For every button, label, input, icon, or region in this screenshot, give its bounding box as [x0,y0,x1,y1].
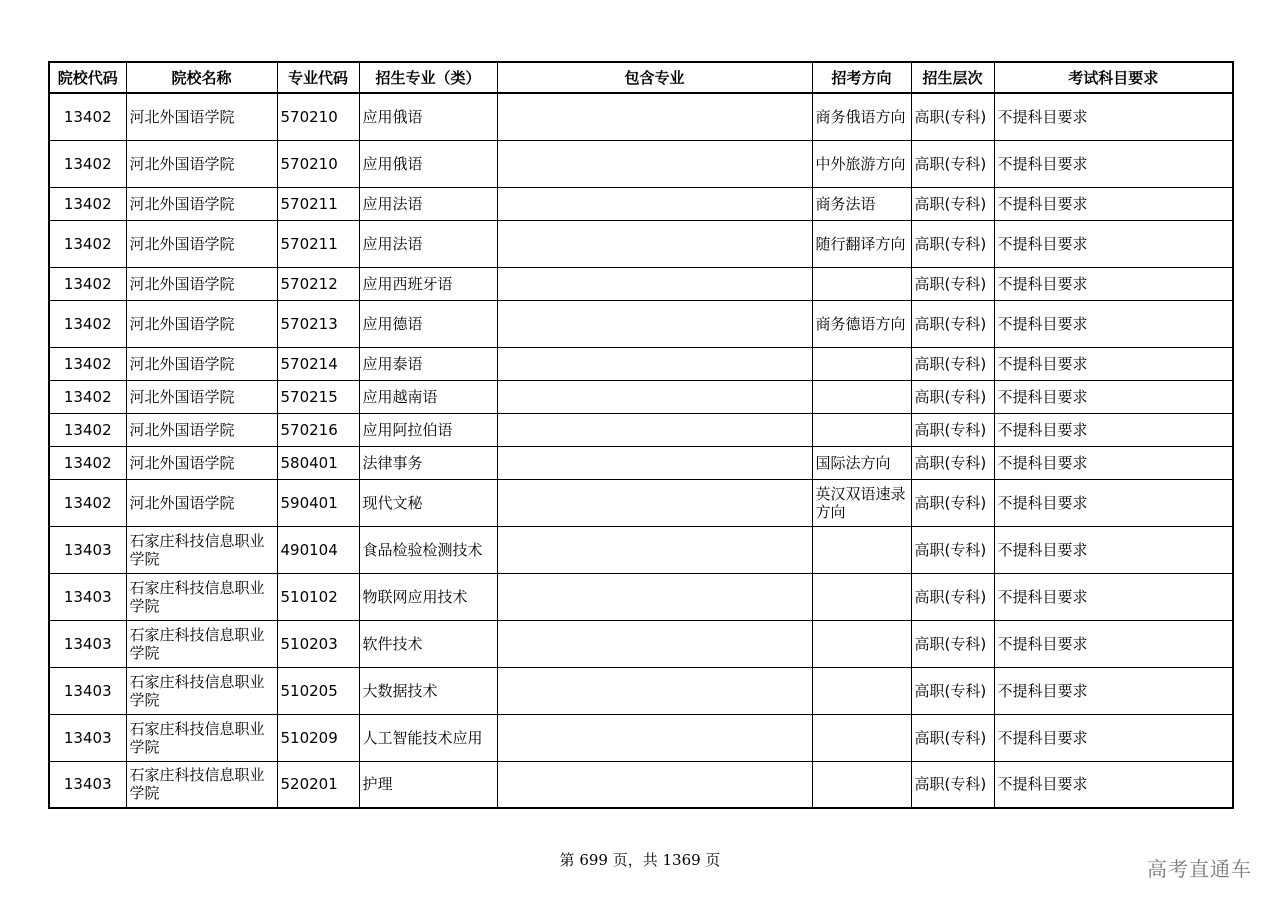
direction-cell [812,573,911,620]
included-majors-cell [497,380,812,413]
direction-cell [812,620,911,667]
school-name-cell: 石家庄科技信息职业学院 [126,667,277,714]
major-cell: 应用俄语 [359,140,497,187]
direction-cell: 商务法语 [812,187,911,220]
included-majors-cell [497,220,812,267]
school-code-cell: 13402 [49,479,126,526]
major-cell: 应用越南语 [359,380,497,413]
header-school-name: 院校名称 [126,62,277,93]
school-code-cell: 13402 [49,380,126,413]
header-included-majors: 包含专业 [497,62,812,93]
major-cell: 应用西班牙语 [359,267,497,300]
table-row [49,413,1233,446]
included-majors-cell [497,413,812,446]
included-majors-cell [497,761,812,808]
level-cell: 高职(专科) [911,300,994,347]
header-subject-requirement: 考试科目要求 [994,62,1233,93]
direction-cell [812,526,911,573]
table-row [49,620,1233,667]
major-code-cell: 570216 [277,413,359,446]
major-code-cell: 570215 [277,380,359,413]
major-cell: 现代文秘 [359,479,497,526]
school-code-cell: 13403 [49,714,126,761]
school-name-cell: 石家庄科技信息职业学院 [126,526,277,573]
school-code-cell: 13402 [49,413,126,446]
direction-cell: 随行翻译方向 [812,220,911,267]
level-cell: 高职(专科) [911,220,994,267]
table-row [49,93,1233,140]
included-majors-cell [497,667,812,714]
table-row [49,446,1233,479]
school-code-cell: 13402 [49,220,126,267]
major-cell: 应用德语 [359,300,497,347]
header-major-code: 专业代码 [277,62,359,93]
school-name-cell: 河北外国语学院 [126,93,277,140]
table-row [49,187,1233,220]
subject-requirement-cell: 不提科目要求 [994,347,1233,380]
school-name-cell: 石家庄科技信息职业学院 [126,620,277,667]
level-cell: 高职(专科) [911,714,994,761]
major-code-cell: 510205 [277,667,359,714]
header-major: 招生专业（类） [359,62,497,93]
major-cell: 应用法语 [359,220,497,267]
table-row [49,267,1233,300]
direction-cell [812,413,911,446]
school-name-cell: 石家庄科技信息职业学院 [126,573,277,620]
level-cell: 高职(专科) [911,761,994,808]
table-row [49,526,1233,573]
major-code-cell: 490104 [277,526,359,573]
major-code-cell: 570210 [277,140,359,187]
school-name-cell: 石家庄科技信息职业学院 [126,761,277,808]
school-name-cell: 河北外国语学院 [126,267,277,300]
school-name-cell: 石家庄科技信息职业学院 [126,714,277,761]
school-code-cell: 13402 [49,187,126,220]
major-cell: 应用阿拉伯语 [359,413,497,446]
major-code-cell: 510102 [277,573,359,620]
major-cell: 人工智能技术应用 [359,714,497,761]
school-code-cell: 13403 [49,620,126,667]
subject-requirement-cell: 不提科目要求 [994,620,1233,667]
direction-cell: 商务俄语方向 [812,93,911,140]
school-code-cell: 13403 [49,526,126,573]
included-majors-cell [497,479,812,526]
subject-requirement-cell: 不提科目要求 [994,380,1233,413]
level-cell: 高职(专科) [911,413,994,446]
subject-requirement-cell: 不提科目要求 [994,93,1233,140]
level-cell: 高职(专科) [911,479,994,526]
subject-requirement-cell: 不提科目要求 [994,714,1233,761]
school-code-cell: 13403 [49,573,126,620]
major-cell: 应用俄语 [359,93,497,140]
included-majors-cell [497,140,812,187]
school-code-cell: 13402 [49,140,126,187]
major-code-cell: 520201 [277,761,359,808]
school-code-cell: 13402 [49,347,126,380]
table-row [49,380,1233,413]
direction-cell: 国际法方向 [812,446,911,479]
subject-requirement-cell: 不提科目要求 [994,446,1233,479]
level-cell: 高职(专科) [911,667,994,714]
school-name-cell: 河北外国语学院 [126,479,277,526]
level-cell: 高职(专科) [911,267,994,300]
subject-requirement-cell: 不提科目要求 [994,573,1233,620]
level-cell: 高职(专科) [911,347,994,380]
direction-cell [812,347,911,380]
major-cell: 食品检验检测技术 [359,526,497,573]
included-majors-cell [497,526,812,573]
included-majors-cell [497,347,812,380]
table-row [49,761,1233,808]
level-cell: 高职(专科) [911,187,994,220]
major-cell: 物联网应用技术 [359,573,497,620]
table-row [49,347,1233,380]
major-code-cell: 510209 [277,714,359,761]
subject-requirement-cell: 不提科目要求 [994,667,1233,714]
included-majors-cell [497,187,812,220]
table-row [49,479,1233,526]
major-code-cell: 570213 [277,300,359,347]
major-code-cell: 570211 [277,220,359,267]
included-majors-cell [497,573,812,620]
school-name-cell: 河北外国语学院 [126,300,277,347]
subject-requirement-cell: 不提科目要求 [994,413,1233,446]
header-level: 招生层次 [911,62,994,93]
subject-requirement-cell: 不提科目要求 [994,300,1233,347]
major-cell: 大数据技术 [359,667,497,714]
major-cell: 护理 [359,761,497,808]
major-cell: 应用法语 [359,187,497,220]
major-code-cell: 570210 [277,93,359,140]
subject-requirement-cell: 不提科目要求 [994,220,1233,267]
major-code-cell: 570211 [277,187,359,220]
watermark-text: 高考直通车 [1147,857,1252,881]
subject-requirement-cell: 不提科目要求 [994,479,1233,526]
school-code-cell: 13403 [49,761,126,808]
major-cell: 法律事务 [359,446,497,479]
direction-cell [812,761,911,808]
level-cell: 高职(专科) [911,446,994,479]
subject-requirement-cell: 不提科目要求 [994,526,1233,573]
table-body [49,93,1233,808]
school-name-cell: 河北外国语学院 [126,187,277,220]
school-name-cell: 河北外国语学院 [126,413,277,446]
school-name-cell: 河北外国语学院 [126,380,277,413]
school-name-cell: 河北外国语学院 [126,220,277,267]
table-row [49,300,1233,347]
header-direction: 招考方向 [812,62,911,93]
school-code-cell: 13402 [49,93,126,140]
major-code-cell: 570214 [277,347,359,380]
page-number: 第 699 页，共 1369 页 [559,851,721,869]
school-name-cell: 河北外国语学院 [126,347,277,380]
admissions-table [48,61,1234,809]
header-school-code: 院校代码 [49,62,126,93]
table-row [49,714,1233,761]
subject-requirement-cell: 不提科目要求 [994,140,1233,187]
table-row [49,573,1233,620]
school-code-cell: 13402 [49,300,126,347]
school-code-cell: 13402 [49,446,126,479]
level-cell: 高职(专科) [911,620,994,667]
table-header-row [49,62,1233,93]
included-majors-cell [497,620,812,667]
direction-cell: 商务德语方向 [812,300,911,347]
included-majors-cell [497,446,812,479]
direction-cell [812,667,911,714]
school-code-cell: 13402 [49,267,126,300]
school-code-cell: 13403 [49,667,126,714]
subject-requirement-cell: 不提科目要求 [994,761,1233,808]
included-majors-cell [497,300,812,347]
table-row [49,220,1233,267]
level-cell: 高职(专科) [911,573,994,620]
table-row [49,140,1233,187]
direction-cell [812,267,911,300]
direction-cell: 中外旅游方向 [812,140,911,187]
included-majors-cell [497,267,812,300]
subject-requirement-cell: 不提科目要求 [994,267,1233,300]
direction-cell: 英汉双语速录方向 [812,479,911,526]
level-cell: 高职(专科) [911,93,994,140]
major-code-cell: 510203 [277,620,359,667]
level-cell: 高职(专科) [911,140,994,187]
school-name-cell: 河北外国语学院 [126,446,277,479]
included-majors-cell [497,93,812,140]
level-cell: 高职(专科) [911,526,994,573]
major-code-cell: 590401 [277,479,359,526]
subject-requirement-cell: 不提科目要求 [994,187,1233,220]
direction-cell [812,380,911,413]
table-row [49,667,1233,714]
included-majors-cell [497,714,812,761]
major-cell: 应用泰语 [359,347,497,380]
direction-cell [812,714,911,761]
school-name-cell: 河北外国语学院 [126,140,277,187]
major-code-cell: 580401 [277,446,359,479]
major-cell: 软件技术 [359,620,497,667]
level-cell: 高职(专科) [911,380,994,413]
major-code-cell: 570212 [277,267,359,300]
